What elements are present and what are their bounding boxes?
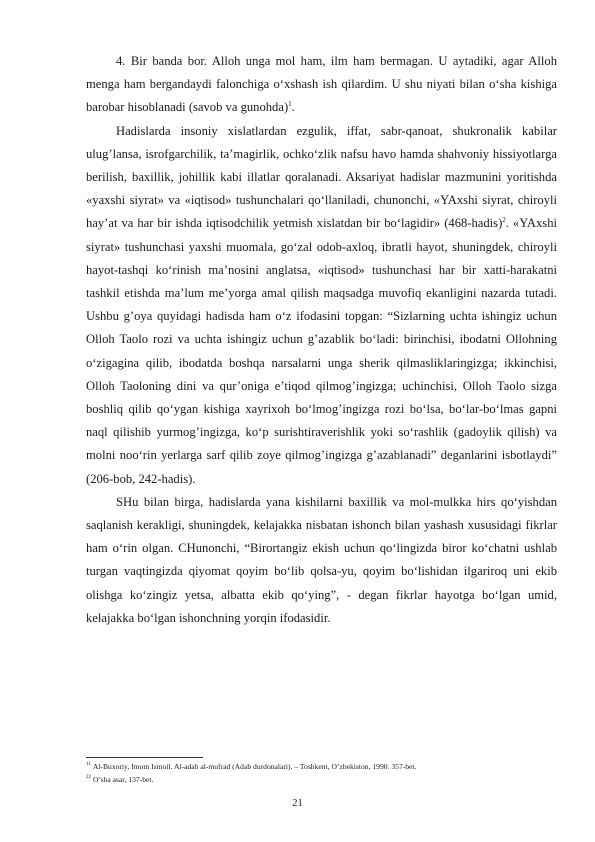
paragraph-2 <box>86 120 557 491</box>
paragraph-1 <box>86 50 557 120</box>
footnotes <box>86 760 557 786</box>
footnote-1-text: Al-Buxoriy, Imom Ismoil. Al-adab al-mufrad (Adab durdonalari). – Toshkent, O’zbekiston, 1990. 357-bet. <box>92 762 417 771</box>
footnote-ref-2[interactable]: 2 <box>502 216 506 225</box>
footnote-2 <box>86 773 557 786</box>
footnote-divider <box>86 757 203 758</box>
paragraph-1-text: 4. Bir banda bor. Alloh unga mol ham, ilm ham bermagan. U aytadiki, agar Alloh menga ham bergandaydi falonchiga o‘xshash ish qilardim. U shu niyati bilan o‘sha kishiga barobar hisoblanadi (savob va gunohda) <box>86 54 557 115</box>
paragraph-3-text: SHu bilan birga, hadislarda yana kishilarni baxillik va mol-mulkka hirs qo‘yishdan saqlanish kerakligi, shuningdek, kelajakka nisbatan ishonch bilan yashash xususidagi fikrlar ham o‘rin olgan. CHunonchi, “Birortangiz ekish uchun qo‘lingizda biror ko‘chatni ushlab turgan vaqtingizda qiyomat qoyim bo‘lib qolsa-yu, qoyim bo‘lishidan ilgariroq uni ekib olishga ko‘zingiz yetsa, albatta ekib qo‘ying”, - degan fikrlar hayotga bo‘lgan umid, kelajakka bo‘lgan ishonchning yorqin ifodasidir. <box>86 494 557 625</box>
footnote-2-text: O’sha asar, 137-bet. <box>93 775 154 784</box>
footnote-1 <box>86 760 557 773</box>
paragraph-3 <box>86 491 557 630</box>
page-number: 21 <box>292 798 303 809</box>
paragraph-2-tail: . «YAxshi siyrat» tushunchasi yaxshi muomala, go‘zal odob-axloq, ibratli hayot, shuningdek, chiroyli hayot-tashqi ko‘rinish ma’nosini anglatsa, «iqtisod» tushunchasi har bir xatti-harakatni tashkil etishda ma’lum me’yorga amal qilish maqsadga muvofiq ekanligini nazarda tutadi. Ushbu g’oya quyidagi hadisda ham o‘z ifodasini topgan: “Sizlarning uchta ishingiz uchun Olloh Taolo rozi va uchta ishingiz uchun g’azablik bo‘ladi: birinchisi, ibodatni Ollohning o‘zigagina qilib, ibodatda boshqa narsalarni unga sherik qilmasliklaringizga; ikkinchisi, Olloh Taoloning dini va qur’oniga e’tiqod qilmog’ingizga; uchinchisi, Olloh Taolo sizga boshliq qilib qo‘ygan kishiga xayrixoh bo‘lmog’ingizga rozi bo‘lsa, bo‘lar-bo‘lmas gapni naql qilishib yurmog’ingizga, ko‘p surishtiraverishlik yoki so‘rashlik (gadoylik qilish) va molni noo‘rin yerlarga sarf qilib zoye qilmog’ingizga g’azablanadi” deganlarini isbotlaydi” (206-bob, 242-hadis). <box>86 216 557 486</box>
body-text <box>86 50 557 630</box>
footnote-1-mark: 11 <box>86 762 91 768</box>
paragraph-1-tail: . <box>291 100 295 115</box>
paragraph-2-text: Hadislarda insoniy xislatlardan ezgulik, iffat, sabr-qanoat, shukronalik kabilar ulug’lansa, isrofgarchilik, ta’magirlik, ochko‘zlik nafsu havo hamda shahvoniy hissiyotlarga berilish, baxillik, johillik kabi illatlar qoralanadi. Aksariyat hadislar mazmunini yoritishda «yaxshi siyrat» va «iqtisod» tushunchalari qo‘llaniladi, chunonchi, «YAxshi siyrat, chiroyli hay’at va har bir ishda iqtisodchilik yetmish xislatdan bir bo‘lagidir» (468-hadis) <box>86 123 557 231</box>
footnote-2-mark: 22 <box>86 775 91 781</box>
footnote-ref-1[interactable]: 1 <box>288 100 292 109</box>
